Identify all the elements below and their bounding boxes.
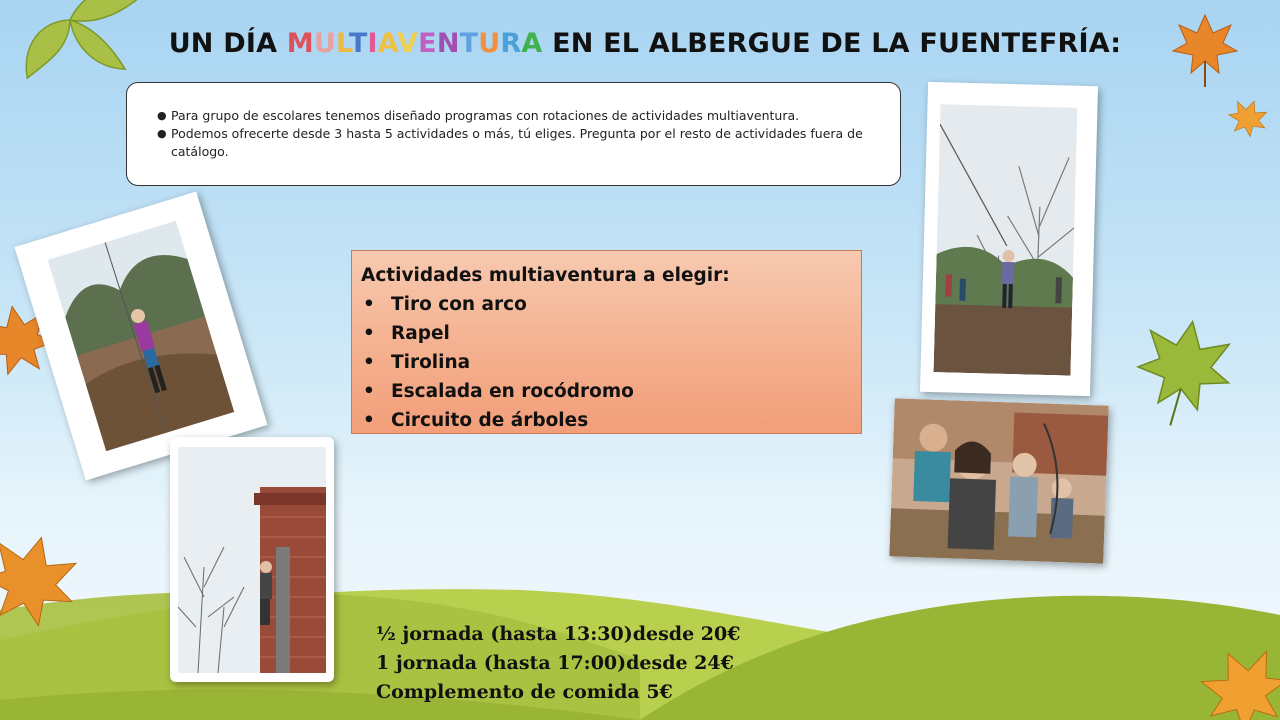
title-rainbow-letter: I [367,28,378,59]
photo-image [178,447,326,673]
prices-block [376,620,740,707]
leaf-icon [1224,95,1272,141]
photo-climbing-wall [170,437,334,682]
activity-item: • Tirolina [361,348,861,377]
info-box [126,82,901,186]
activities-heading: Actividades multiaventura a elegir: [361,265,730,286]
title-rainbow-word [287,28,543,59]
price-meal: Complemento de comida 5€ [376,681,673,703]
title-rainbow-letter: T [459,28,479,59]
photo-image [48,221,235,451]
title-rainbow-letter: A [377,28,398,59]
info-bullet: ● Podemos ofrecerte desde 3 hasta 5 actividades o más, tú eliges. Pregunta por el resto de actividades fuera de catálogo. [157,125,870,161]
activity-item: • Escalada en rocódromo [361,377,861,406]
title-rainbow-letter: E [418,28,437,59]
title-rainbow-letter: V [397,28,419,59]
title-rainbow-letter: U [478,28,501,59]
leaf-icon [1129,314,1238,434]
photo-image [933,104,1077,375]
page-title [0,28,1280,59]
title-prefix: UN DÍA [168,28,287,59]
title-rainbow-letter: A [521,28,543,59]
photo-zipline-forest [920,82,1098,396]
activity-item: • Circuito de árboles [361,406,861,435]
title-rainbow-letter: U [313,28,336,59]
info-list [157,107,870,161]
activity-item: • Tiro con arco [361,290,861,319]
price-half-day: ½ jornada (hasta 13:30)desde 20€ [376,623,741,645]
activity-item: • Rapel [361,319,861,348]
title-rainbow-letter: L [335,28,349,59]
activities-list [361,290,861,435]
photo-image [889,398,1108,563]
title-rainbow-letter: R [500,28,522,59]
info-bullet: ● Para grupo de escolares tenemos diseñado programas con rotaciones de actividades multiaventura. [157,107,870,125]
price-full-day: 1 jornada (hasta 17:00)desde 24€ [376,652,734,674]
title-suffix: EN EL ALBERGUE DE LA FUENTEFRÍA: [542,28,1122,59]
title-rainbow-letter: T [348,28,368,59]
title-rainbow-letter: N [436,28,460,59]
title-rainbow-letter: M [286,28,314,59]
photo-archery-group [889,398,1108,563]
activities-box [351,250,862,434]
